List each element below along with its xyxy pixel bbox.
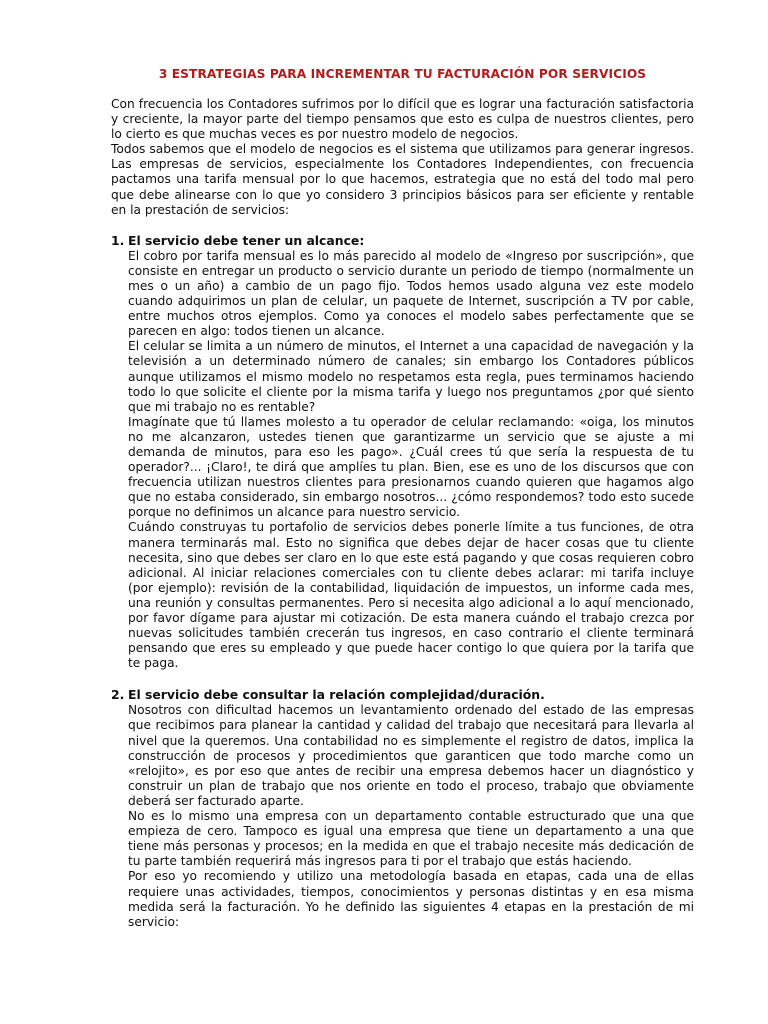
body-paragraph: Nosotros con dificultad hacemos un levantamiento ordenado del estado de las empresas que recibimos para planear la cantidad y calidad del trabajo que necesitará para llevarla al nivel que la queremos. Una contabilidad no es simplemente el registro de datos, implica la construcción de procesos y procedimientos que garanticen que todo marche como un «relojito», es por eso que antes de recibir una empresa debemos hacer un diagnóstico y construir un plan de trabajo que nos oriente en todo el proceso, trabajo que obviamente deberá ser facturado aparte. [128,703,694,808]
body-paragraph: Cuándo construyas tu portafolio de servicios debes ponerle límite a tus funciones, de otra manera terminarás mal. Esto no significa que debes dejar de hacer cosas que tu cliente necesita, sino que debes ser claro en lo que este está pagando y que cosas requieren cobro adicional. Al iniciar relaciones comerciales con tu cliente debes aclarar: mi tarifa incluye (por ejemplo): revisión de la contabilidad, liquidación de impuestos, un informe cada mes, una reunión y consultas permanentes. Pero si necesita algo adicional a lo aquí mencionado, por favor dígame para ajustar mi cotización. De esta manera cuándo el trabajo crezca por nuevas solicitudes también crecerán tus ingresos, en caso contrario el cliente terminará pensando que eres su empleado y que puede hacer contigo lo que quiera por la tarifa que te paga. [128,520,694,671]
section-2 [111,687,694,929]
document-title: 3 ESTRATEGIAS PARA INCREMENTAR TU FACTURACIÓN POR SERVICIOS [158,67,647,81]
section-body [128,249,694,672]
body-paragraph: El celular se limita a un número de minutos, el Internet a una capacidad de navegación y la televisión a un determinado número de canales; sin embargo los Contadores públicos aunque utilizamos el mismo modelo no respetamos esta regla, pues terminamos haciendo todo lo que solicite el cliente por la misma tarifa y luego nos preguntamos ¿por qué siento que mi trabajo no es rentable? [128,339,694,414]
section-heading-text: El servicio debe tener un alcance: [128,232,365,248]
body-paragraph: Por eso yo recomiendo y utilizo una metodología basada en etapas, cada una de ellas requiere unas actividades, tiempos, conocimientos y personas distintas y en esa misma medida será la facturación. Yo he definido las siguientes 4 etapas en la prestación de mi servicio: [128,869,694,929]
section-heading-text: El servicio debe consultar la relación complejidad/duración. [128,687,545,703]
section-number: 1. [111,232,125,248]
intro-paragraph: Con frecuencia los Contadores sufrimos por lo difícil que es lograr una facturación satisfactoria y creciente, la mayor parte del tiempo pensamos que esto es culpa de nuestros clientes, pero lo cierto es que muchas veces es por nuestro modelo de negocios. [111,97,694,142]
intro-block [111,97,694,218]
body-paragraph: No es lo mismo una empresa con un departamento contable estructurado que una que empieza de cero. Tampoco es igual una empresa que tiene un departamento a una que tiene más personas y procesos; en la medida en que el trabajo necesite más dedicación de tu parte también requerirá más ingresos para ti por el trabajo que estás haciendo. [128,809,694,869]
section-1 [111,233,694,672]
section-body [128,703,694,929]
section-number: 2. [111,687,125,703]
intro-paragraph: Todos sabemos que el modelo de negocios es el sistema que utilizamos para generar ingresos. Las empresas de servicios, especialmente los Contadores Independientes, con frecuencia pactamos una tarifa mensual por lo que hacemos, estrategia que no está del todo mal pero que debe alinearse con lo que yo considero 3 principios básicos para ser eficiente y rentable en la prestación de servicios: [111,142,694,217]
section-heading [111,687,694,703]
body-paragraph: El cobro por tarifa mensual es lo más parecido al modelo de «Ingreso por suscripción», que consiste en entregar un producto o servicio durante un periodo de tiempo (normalmente un mes o un año) a cambio de un pago fijo. Todos hemos usado alguna vez este modelo cuando adquirimos un plan de celular, un paquete de Internet, suscripción a TV por cable, entre muchos otros ejemplos. Como ya conoces el modelo sabes perfectamente que se parecen en algo: todos tienen un alcance. [128,248,694,339]
body-paragraph: Imagínate que tú llames molesto a tu operador de celular reclamando: «oiga, los minutos no me alcanzaron, ustedes tienen que garantizarme un servicio que se ajuste a mi demanda de minutos, para eso les pago». ¿Cuál crees tú que sería la respuesta de tu operador?... ¡Claro!, te dirá que amplíes tu plan. Bien, ese es uno de los discursos que con frecuencia utilizan nuestros clientes para presionarnos cuando quieren que hagamos algo que no estaba considerado, sin embargo nosotros... ¿cómo respondemos? todo esto sucede porque no definimos un alcance para nuestro servicio. [128,414,694,520]
section-heading [111,233,694,249]
document-page [111,66,694,930]
